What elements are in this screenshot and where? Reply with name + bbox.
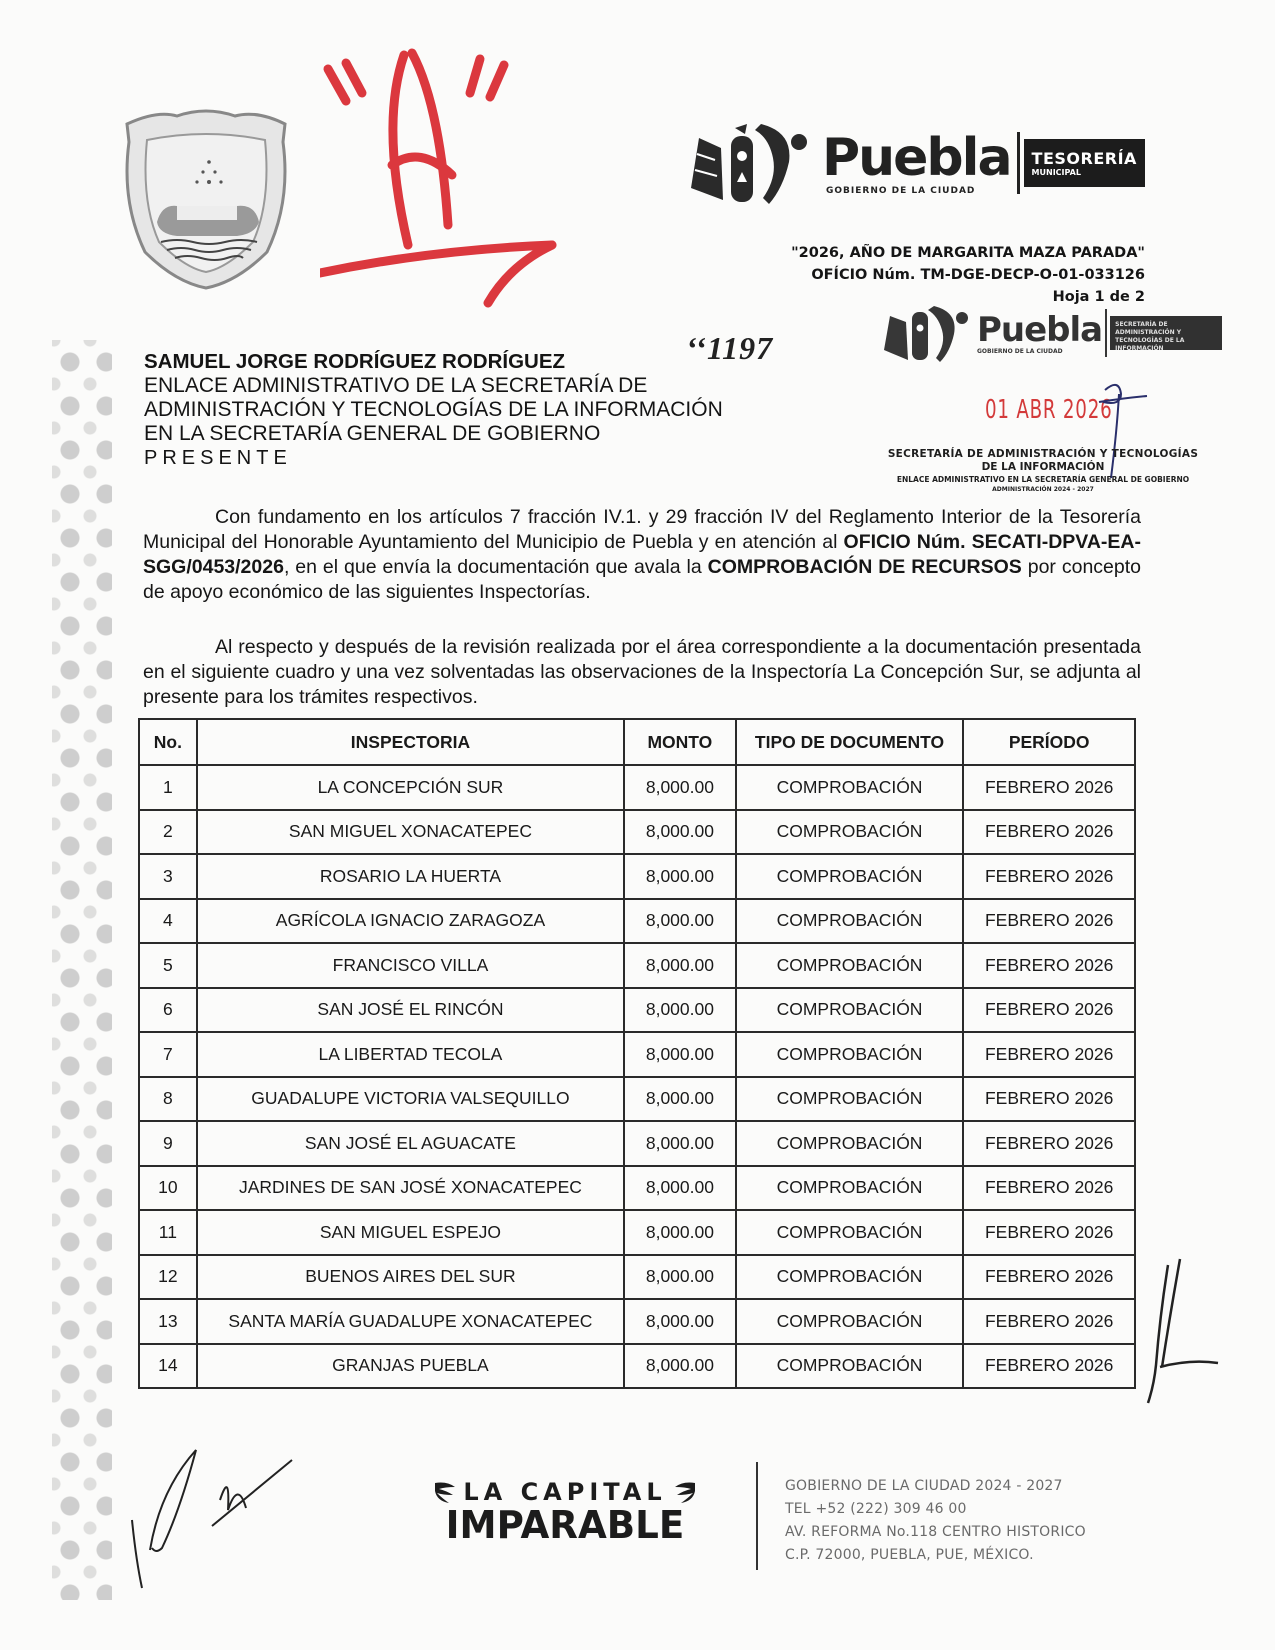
stamp-badge: SECRETARÍA DE ADMINISTRACIÓN Y TECNOLOGÍAS DE LA INFORMACIÓN — [1110, 316, 1222, 350]
wing-right-icon — [671, 1479, 697, 1505]
cell-tipo: COMPROBACIÓN — [736, 1255, 964, 1300]
cell-inspectoria: SAN JOSÉ EL AGUACATE — [197, 1121, 624, 1166]
cell-periodo: FEBRERO 2026 — [963, 1344, 1135, 1389]
table-row — [139, 1166, 1135, 1211]
receipt-stamp-secretariat — [868, 448, 1218, 494]
table-row — [139, 810, 1135, 855]
cell-monto: 8,000.00 — [624, 1121, 736, 1166]
cell-no: 3 — [139, 854, 197, 899]
puebla-emblem-icon — [685, 118, 820, 208]
cell-tipo: COMPROBACIÓN — [736, 1210, 964, 1255]
cell-monto: 8,000.00 — [624, 765, 736, 810]
stamp-wordmark: Puebla — [977, 309, 1103, 350]
logo-divider — [1017, 132, 1020, 194]
table-row — [139, 854, 1135, 899]
cell-no: 4 — [139, 899, 197, 944]
p1-text-c: , en el que envía la documentación que avala la — [283, 556, 708, 578]
cell-inspectoria: ROSARIO LA HUERTA — [197, 854, 624, 899]
cell-inspectoria: SANTA MARÍA GUADALUPE XONACATEPEC — [197, 1299, 624, 1344]
year-motto: "2026, AÑO DE MARGARITA MAZA PARADA" — [791, 245, 1145, 261]
cell-no: 5 — [139, 943, 197, 988]
cell-periodo: FEBRERO 2026 — [963, 899, 1135, 944]
cell-periodo: FEBRERO 2026 — [963, 1255, 1135, 1300]
cell-no: 9 — [139, 1121, 197, 1166]
la-capital-imparable-logo — [420, 1478, 710, 1547]
cell-inspectoria: GRANJAS PUEBLA — [197, 1344, 624, 1389]
cell-monto: 8,000.00 — [624, 1255, 736, 1300]
table-row — [139, 988, 1135, 1033]
inspectorias-table — [138, 718, 1136, 1389]
footer-divider — [756, 1462, 758, 1570]
col-header-inspectoria: INSPECTORIA — [197, 719, 624, 765]
slogan-bottom: IMPARABLE — [445, 1503, 685, 1547]
logo-wordmark: Puebla — [822, 128, 1011, 188]
cell-periodo: FEBRERO 2026 — [963, 1121, 1135, 1166]
addressee-block — [144, 350, 723, 470]
tesoreria-badge — [1024, 139, 1145, 187]
cell-no: 2 — [139, 810, 197, 855]
wing-left-icon — [433, 1479, 459, 1505]
document-header — [791, 242, 1145, 308]
table-row — [139, 1077, 1135, 1122]
addressee-title-1: ENLACE ADMINISTRATIVO DE LA SECRETARÍA DE — [144, 374, 648, 397]
puebla-emblem-icon — [880, 302, 975, 364]
cell-tipo: COMPROBACIÓN — [736, 1299, 964, 1344]
handwritten-signature-right — [1140, 1255, 1220, 1405]
cell-periodo: FEBRERO 2026 — [963, 1166, 1135, 1211]
table-row — [139, 1299, 1135, 1344]
cell-inspectoria: GUADALUPE VICTORIA VALSEQUILLO — [197, 1077, 624, 1122]
cell-tipo: COMPROBACIÓN — [736, 1032, 964, 1077]
stamp-line-4: ADMINISTRACIÓN 2024 - 2027 — [992, 486, 1094, 493]
cell-monto: 8,000.00 — [624, 810, 736, 855]
stamp-line-3: ENLACE ADMINISTRATIVO EN LA SECRETARÍA GENERAL DE GOBIERNO — [896, 475, 1190, 484]
cell-monto: 8,000.00 — [624, 1210, 736, 1255]
table-row — [139, 1210, 1135, 1255]
cell-no: 7 — [139, 1032, 197, 1077]
addressee-title-3: EN LA SECRETARÍA GENERAL DE GOBIERNO — [144, 422, 601, 445]
table-row — [139, 899, 1135, 944]
cell-no: 12 — [139, 1255, 197, 1300]
cell-tipo: COMPROBACIÓN — [736, 1166, 964, 1211]
oficio-number: OFÍCIO Núm. TM-DGE-DECP-O-01-033126 — [811, 267, 1145, 283]
page-indicator: Hoja 1 de 2 — [1052, 289, 1145, 305]
cell-inspectoria: JARDINES DE SAN JOSÉ XONACATEPEC — [197, 1166, 624, 1211]
coat-of-arms-icon — [117, 102, 295, 290]
cell-periodo: FEBRERO 2026 — [963, 1077, 1135, 1122]
cell-tipo: COMPROBACIÓN — [736, 899, 964, 944]
cell-tipo: COMPROBACIÓN — [736, 943, 964, 988]
cell-inspectoria: LA LIBERTAD TECOLA — [197, 1032, 624, 1077]
body-paragraph-1 — [143, 505, 1141, 605]
cell-periodo: FEBRERO 2026 — [963, 988, 1135, 1033]
slogan-top: LA CAPITAL — [463, 1478, 667, 1506]
decorative-side-border — [52, 340, 112, 1600]
stamp-line-1: SECRETARÍA DE ADMINISTRACIÓN Y TECNOLOGÍAS — [887, 448, 1199, 460]
cell-tipo: COMPROBACIÓN — [736, 810, 964, 855]
cell-tipo: COMPROBACIÓN — [736, 854, 964, 899]
cell-no: 10 — [139, 1166, 197, 1211]
footer-line-phone: TEL +52 (222) 309 46 00 — [785, 1501, 967, 1517]
cell-tipo: COMPROBACIÓN — [736, 1344, 964, 1389]
p1-text-a: Con fundamento en los artículos 7 fracción IV.1. y 29 fracción IV del Reglamento Interior de la Tesorería Municipal del Honorable Ayuntamiento del Municipio de Puebla y en atención al — [143, 506, 1141, 553]
cell-inspectoria: FRANCISCO VILLA — [197, 943, 624, 988]
stamp-divider — [1105, 309, 1107, 357]
receipt-stamp-logo — [880, 302, 1222, 364]
cell-tipo: COMPROBACIÓN — [736, 988, 964, 1033]
table-row — [139, 765, 1135, 810]
col-header-tipo: TIPO DE DOCUMENTO — [736, 719, 964, 765]
col-header-periodo: PERÍODO — [963, 719, 1135, 765]
footer-contact-info — [785, 1475, 1086, 1567]
col-header-monto: MONTO — [624, 719, 736, 765]
cell-periodo: FEBRERO 2026 — [963, 1032, 1135, 1077]
cell-monto: 8,000.00 — [624, 988, 736, 1033]
cell-monto: 8,000.00 — [624, 1032, 736, 1077]
cell-inspectoria: SAN MIGUEL XONACATEPEC — [197, 810, 624, 855]
cell-no: 1 — [139, 765, 197, 810]
cell-no: 6 — [139, 988, 197, 1033]
body-paragraph-2 — [143, 635, 1141, 710]
cell-periodo: FEBRERO 2026 — [963, 810, 1135, 855]
cell-no: 13 — [139, 1299, 197, 1344]
addressee-name: SAMUEL JORGE RODRÍGUEZ RODRÍGUEZ — [144, 350, 566, 373]
logo-subtitle: GOBIERNO DE LA CIUDAD — [826, 186, 976, 196]
footer-line-postal: C.P. 72000, PUEBLA, PUE, MÉXICO. — [785, 1547, 1034, 1563]
footer-line-government: GOBIERNO DE LA CIUDAD 2024 - 2027 — [785, 1478, 1063, 1494]
cell-inspectoria: BUENOS AIRES DEL SUR — [197, 1255, 624, 1300]
p1-text-e: por concepto de apoyo económico de las siguientes Inspectorías. — [143, 556, 1141, 603]
puebla-tesoreria-logo — [685, 118, 1145, 208]
footer-line-address: AV. REFORMA No.118 CENTRO HISTORICO — [785, 1524, 1086, 1540]
cell-no: 8 — [139, 1077, 197, 1122]
table-row — [139, 1344, 1135, 1389]
cell-inspectoria: AGRÍCOLA IGNACIO ZARAGOZA — [197, 899, 624, 944]
cell-periodo: FEBRERO 2026 — [963, 1299, 1135, 1344]
table-row — [139, 1121, 1135, 1166]
dept-name: TESORERÍA — [1031, 149, 1137, 168]
cell-no: 11 — [139, 1210, 197, 1255]
cell-monto: 8,000.00 — [624, 1077, 736, 1122]
p1-subject: COMPROBACIÓN DE RECURSOS — [707, 556, 1022, 578]
cell-no: 14 — [139, 1344, 197, 1389]
stamp-line-2: DE LA INFORMACIÓN — [981, 461, 1105, 473]
cell-periodo: FEBRERO 2026 — [963, 765, 1135, 810]
cell-periodo: FEBRERO 2026 — [963, 854, 1135, 899]
table-row — [139, 1255, 1135, 1300]
dept-sub: MUNICIPAL — [1031, 168, 1081, 177]
p2-text: Al respecto y después de la revisión realizada por el área correspondiente a la documentación presentada en el siguiente cuadro y una vez solventadas las observaciones de la Inspectoría La Concepción Sur, se adjunta al presente para los trámites respectivos. — [143, 636, 1141, 708]
cell-inspectoria: SAN JOSÉ EL RINCÓN — [197, 988, 624, 1033]
folio-value: 1197 — [706, 330, 774, 366]
cell-monto: 8,000.00 — [624, 899, 736, 944]
stamp-subtitle: GOBIERNO DE LA CIUDAD — [977, 347, 1063, 355]
cell-periodo: FEBRERO 2026 — [963, 943, 1135, 988]
p1-oficio-reference: OFICIO Núm. SECATI-DPVA-EA-SGG/0453/2026 — [143, 531, 1142, 578]
cell-monto: 8,000.00 — [624, 1344, 736, 1389]
col-header-no: No. — [139, 719, 197, 765]
cell-tipo: COMPROBACIÓN — [736, 1121, 964, 1166]
addressee-title-2: ADMINISTRACIÓN Y TECNOLOGÍAS DE LA INFORMACIÓN — [144, 398, 723, 421]
cell-monto: 8,000.00 — [624, 1299, 736, 1344]
salutation: PRESENTE — [144, 447, 292, 469]
receipt-folio-number: ‘‘1197 — [686, 330, 774, 366]
cell-inspectoria: LA CONCEPCIÓN SUR — [197, 765, 624, 810]
handwritten-initials-left — [120, 1430, 320, 1590]
received-date-stamp: 01 ABR 2026 — [985, 395, 1113, 425]
cell-tipo: COMPROBACIÓN — [736, 1077, 964, 1122]
cell-monto: 8,000.00 — [624, 943, 736, 988]
table-header-row — [139, 719, 1135, 765]
table-row — [139, 943, 1135, 988]
cell-periodo: FEBRERO 2026 — [963, 1210, 1135, 1255]
cell-tipo: COMPROBACIÓN — [736, 765, 964, 810]
cell-monto: 8,000.00 — [624, 1166, 736, 1211]
cell-inspectoria: SAN MIGUEL ESPEJO — [197, 1210, 624, 1255]
table-row — [139, 1032, 1135, 1077]
cell-monto: 8,000.00 — [624, 854, 736, 899]
red-pencil-annotation — [320, 45, 580, 325]
